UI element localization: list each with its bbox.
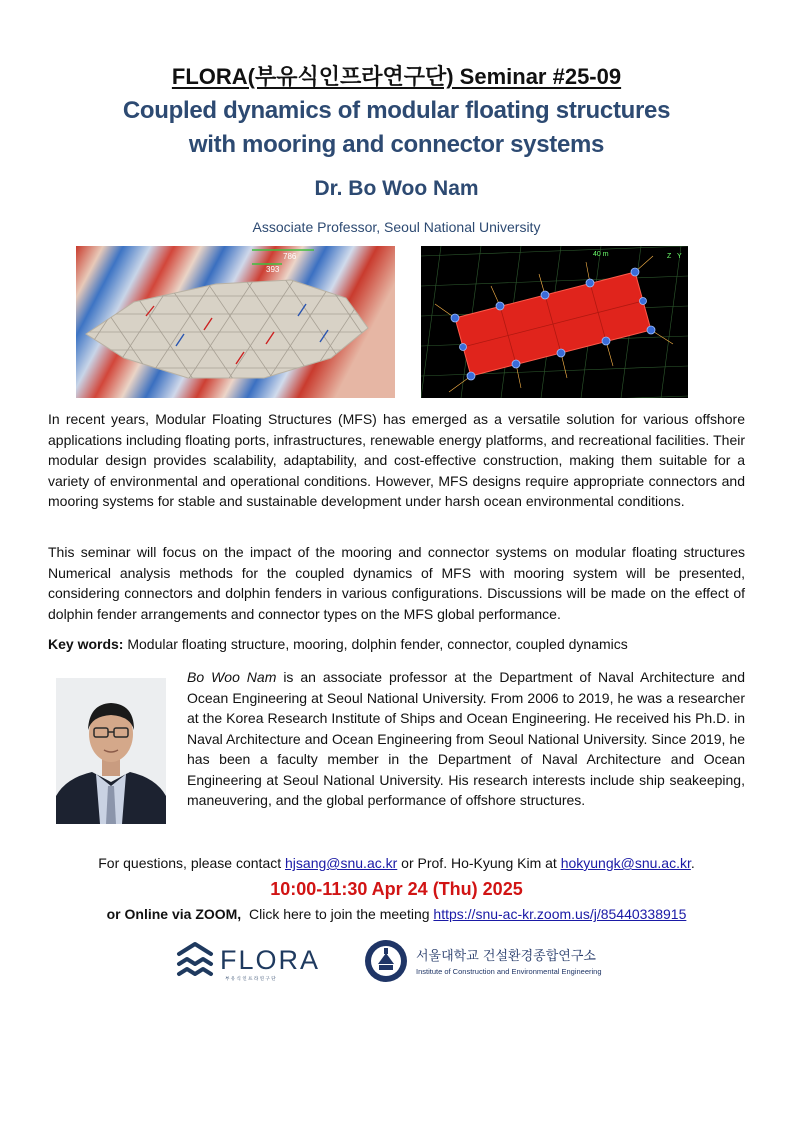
- snu-institute-logo: [364, 938, 634, 984]
- snu-institute-name-kr: 서울대학교 건설환경종합연구소: [416, 949, 596, 964]
- wave-field-figure: [76, 246, 395, 398]
- contact-middle: or Prof. Ho-Kyung Kim at: [397, 855, 561, 871]
- keywords-line: [48, 636, 745, 652]
- zoom-meeting-link[interactable]: https://snu-ac-kr.zoom.us/j/85440338915: [433, 906, 687, 922]
- scale-label: 40 m: [593, 251, 609, 258]
- bio-speaker-name: Bo Woo Nam: [187, 669, 277, 685]
- talk-title-line1: Coupled dynamics of modular floating structures: [122, 97, 671, 124]
- contact-line: [0, 855, 793, 871]
- contact-email-link-1[interactable]: hjsang@snu.ac.kr: [285, 855, 398, 871]
- speaker-affiliation: Associate Professor, Seoul National University: [252, 219, 541, 235]
- online-label: or Online via ZOOM,: [106, 906, 242, 922]
- abstract-paragraph-2: This seminar will focus on the impact of the mooring and connector systems on modular floating structures Numerical analysis methods for the coupled dynamics of MFS with mooring system will be presented, considering connectors and dolphin fenders in various configurations. Discussions will be made on the effect of dolphin fender arrangements and connector types on the MFS global performance.: [48, 544, 745, 622]
- dimension-label-393: 393: [266, 265, 280, 274]
- speaker-bio: [187, 667, 745, 811]
- online-text: Click here to join the meeting: [241, 906, 434, 922]
- flora-logo: [175, 940, 345, 982]
- abstract-paragraph-1: In recent years, Modular Floating Structures (MFS) has emerged as a versatile solution for various offshore applications including floating ports, infrastructures, renewable energy platforms, and recreational facilities. Their modular design provides scalability, adaptability, and cost-effective construction, making them suitable for a variety of environmental and operational conditions. However, MFS designs require appropriate connectors and mooring systems for stable and sustainable development under harsh ocean environmental conditions.: [48, 411, 745, 509]
- speaker-photo: [56, 678, 166, 824]
- flora-logo-text: FLORA: [220, 945, 321, 975]
- contact-email-link-2[interactable]: hokyungk@snu.ac.kr: [560, 855, 691, 871]
- dimension-label-786: 786: [283, 252, 297, 261]
- keywords-text: Modular floating structure, mooring, dolphin fender, connector, coupled dynamics: [123, 636, 628, 652]
- bio-text: is an associate professor at the Department of Naval Architecture and Ocean Engineering at Seoul National University. From 2006 to 2019, he was a researcher at the Korea Research Institute of Ships and Ocean Engineering. He received his Ph.D. in Naval Architecture and Ocean Engineering from Seoul National University. Since 2019, he has been a faculty member in the Department of Naval Architecture and Ocean Engineering at Seoul National University. His research interests include ship seakeeping, maneuvering, and the global performance of offshore structures.: [187, 669, 746, 808]
- axis-label-y: Y: [677, 253, 682, 260]
- seminar-title: FLORA(부유식인프라연구단) Seminar #25-09: [171, 64, 622, 89]
- talk-title-line2: with mooring and connector systems: [188, 131, 605, 158]
- seminar-time: 10:00-11:30 Apr 24 (Thu) 2025: [270, 879, 523, 899]
- snu-emblem-icon: [365, 940, 407, 982]
- mooring-layout-figure: [421, 246, 688, 398]
- flora-wave-icon: [179, 944, 211, 974]
- flora-logo-subtext: 부 유 식 인 프 라 연 구 단: [225, 977, 276, 982]
- contact-suffix: .: [690, 855, 695, 871]
- contact-prefix: For questions, please contact: [98, 855, 286, 871]
- axis-label-z: Z: [667, 253, 672, 260]
- online-line: [0, 906, 793, 922]
- snu-institute-name-en: Institute of Construction and Environmental Engineering: [416, 967, 602, 976]
- speaker-name: Dr. Bo Woo Nam: [314, 177, 479, 200]
- keywords-label: Key words:: [48, 636, 124, 652]
